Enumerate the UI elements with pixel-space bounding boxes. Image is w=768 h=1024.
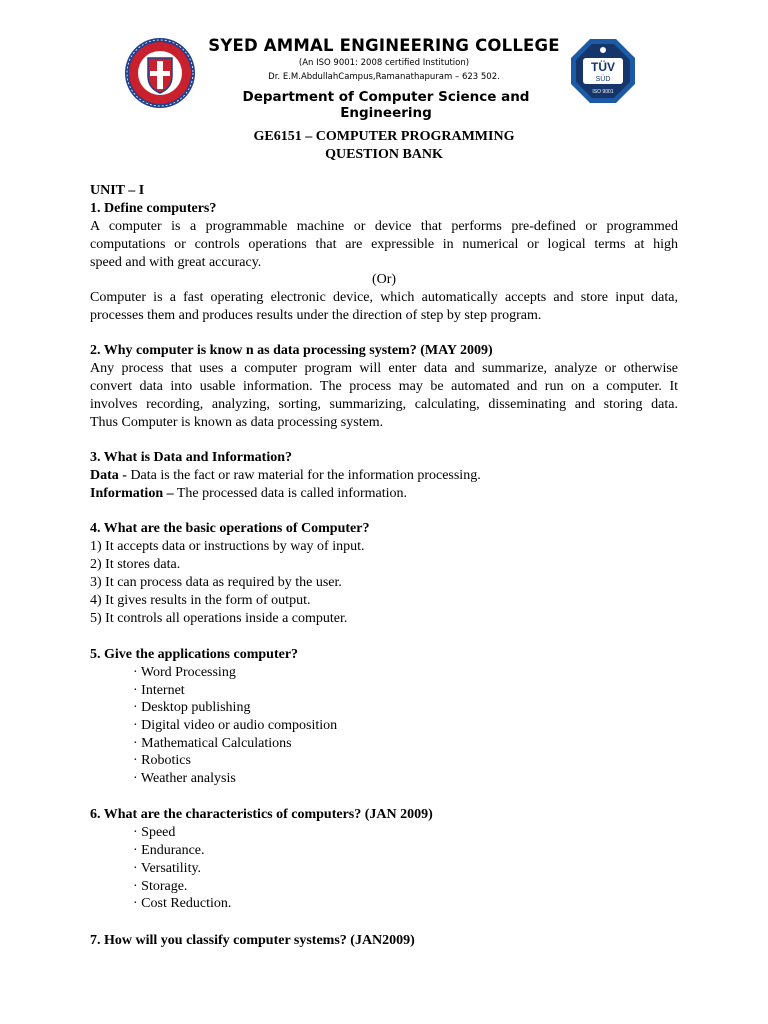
answer-line: Any process that uses a computer program will enter data and summarize, analyze or otherwise: [90, 361, 678, 376]
question-1: 1. Define computers?: [90, 201, 217, 216]
definition-text: The processed data is called information.: [173, 486, 408, 501]
list-item: 1) It accepts data or instructions by way of input.: [90, 539, 365, 554]
term-information: Information –: [90, 486, 174, 501]
definition-information: [90, 485, 678, 503]
bullet-item: · Mathematical Calculations: [133, 736, 292, 751]
unit-heading: UNIT – I: [90, 183, 145, 198]
svg-text:ISO 9001: ISO 9001: [592, 89, 614, 95]
svg-text:TÜV: TÜV: [591, 60, 615, 74]
answer-line: processes them and produces results under the direction of step by step program.: [90, 308, 542, 323]
bullet-item: · Endurance.: [133, 843, 205, 858]
or-separator: (Or): [371, 272, 397, 287]
college-seal-logo: [124, 36, 196, 110]
list-item: 3) It can process data as required by the user.: [90, 575, 342, 590]
answer-line: involves recording, analyzing, sorting, summarizing, calculating, disseminating and storing data.: [90, 397, 678, 412]
bullet-item: · Internet: [133, 683, 185, 698]
question-6: 6. What are the characteristics of computers? (JAN 2009): [90, 807, 433, 822]
bullet-item: · Digital video or audio composition: [133, 718, 338, 733]
college-name: SYED AMMAL ENGINEERING COLLEGE: [208, 36, 560, 55]
bullet-item: · Desktop publishing: [133, 700, 251, 715]
college-address: Dr. E.M.AbdullahCampus,Ramanathapuram – 623 502.: [268, 72, 500, 82]
definition-text: Data is the fact or raw material for the information processing.: [126, 468, 481, 483]
bullet-item: · Cost Reduction.: [133, 896, 232, 911]
course-title: GE6151 – COMPUTER PROGRAMMING: [253, 129, 515, 144]
bullet-item: · Speed: [133, 825, 176, 840]
bullet-item: · Word Processing: [133, 665, 236, 680]
department-name: Department of Computer Science and Engineering: [242, 89, 530, 121]
bullet-item: · Versatility.: [133, 861, 202, 876]
question-3: 3. What is Data and Information?: [90, 450, 292, 465]
bullet-item: · Storage.: [133, 879, 188, 894]
question-7: 7. How will you classify computer systems? (JAN2009): [90, 933, 415, 948]
tuv-certification-logo: [570, 38, 636, 104]
document-title: QUESTION BANK: [325, 147, 443, 162]
answer-line: computations or controls operations that are expressible in numerical or logical terms at high: [90, 237, 678, 252]
term-data: Data -: [90, 468, 127, 483]
list-item: 4) It gives results in the form of output.: [90, 593, 311, 608]
answer-line: A computer is a programmable machine or device that performs pre-defined or programmed: [90, 219, 678, 234]
iso-certification-note: (An ISO 9001: 2008 certified Institution): [298, 58, 470, 68]
answer-line: convert data into usable information. The process may be automated and run on a computer. It: [90, 379, 678, 394]
question-2: 2. Why computer is know n as data processing system? (MAY 2009): [90, 343, 493, 358]
svg-text:SÜD: SÜD: [595, 76, 611, 83]
bullet-item: · Weather analysis: [133, 771, 236, 786]
answer-line: Thus Computer is known as data processing system.: [90, 415, 384, 430]
list-item: 5) It controls all operations inside a computer.: [90, 611, 348, 626]
list-item: 2) It stores data.: [90, 557, 181, 572]
question-5: 5. Give the applications computer?: [90, 647, 299, 662]
question-4: 4. What are the basic operations of Computer?: [90, 521, 370, 536]
definition-data: [90, 467, 678, 485]
answer-line: Computer is a fast operating electronic device, which automatically accepts and store input data,: [90, 290, 678, 305]
bullet-item: · Robotics: [133, 753, 191, 768]
answer-line: speed and with great accuracy.: [90, 255, 262, 270]
